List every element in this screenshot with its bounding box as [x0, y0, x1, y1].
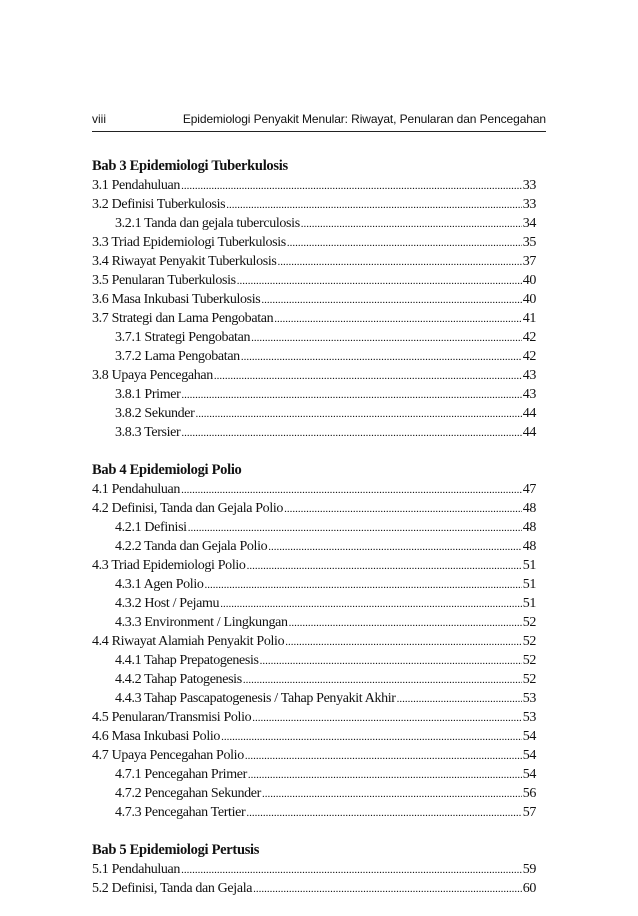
- toc-entry[interactable]: [92, 480, 536, 499]
- dot-leader: [261, 290, 521, 310]
- toc-entry-page: 48: [522, 501, 536, 516]
- dot-leader: [181, 176, 522, 196]
- toc-entry[interactable]: [92, 784, 536, 803]
- toc-entry-label: 4.7 Upaya Pencegahan Polio: [92, 748, 244, 763]
- toc-entry-label: 4.4.2 Tahap Patogenesis: [115, 672, 242, 687]
- toc-entry[interactable]: [92, 556, 536, 575]
- dot-leader: [268, 537, 521, 557]
- toc-entry-page: 37: [522, 254, 536, 269]
- dot-leader: [251, 328, 522, 348]
- toc-entry[interactable]: [92, 689, 536, 708]
- toc-entry[interactable]: [92, 708, 536, 727]
- toc-entry-label: 5.1 Pendahuluan: [92, 862, 181, 877]
- toc-entry-page: 34: [522, 216, 536, 231]
- toc-entry-label: 4.2.1 Definisi: [115, 520, 187, 535]
- dot-leader: [260, 651, 522, 671]
- dot-leader: [277, 252, 521, 272]
- toc-entry[interactable]: [92, 214, 536, 233]
- toc-entry[interactable]: [92, 271, 536, 290]
- toc-entry-label: 3.8.1 Primer: [115, 387, 181, 402]
- dot-leader: [237, 271, 522, 291]
- dot-leader: [301, 214, 522, 234]
- toc-entry-label: 4.6 Masa Inkubasi Polio: [92, 729, 221, 744]
- toc-entry-page: 57: [522, 805, 536, 820]
- toc-entry-label: 3.8.3 Tersier: [115, 425, 181, 440]
- dot-leader: [181, 860, 522, 880]
- toc-entry-page: 52: [522, 672, 536, 687]
- toc-entry-page: 47: [522, 482, 536, 497]
- toc-entry-label: 4.7.2 Pencegahan Sekunder: [115, 786, 261, 801]
- dot-leader: [221, 727, 522, 747]
- toc-entry-label: 3.3 Triad Epidemiologi Tuberkulosis: [92, 235, 286, 250]
- dot-leader: [262, 784, 522, 804]
- dot-leader: [241, 347, 522, 367]
- toc-entry[interactable]: [92, 195, 536, 214]
- dot-leader: [287, 233, 522, 253]
- toc-entry-page: 33: [522, 197, 536, 212]
- toc-entry[interactable]: [92, 385, 536, 404]
- toc-entry-page: 52: [522, 634, 536, 649]
- toc-entry-page: 54: [522, 729, 536, 744]
- toc-entry-page: 42: [522, 349, 536, 364]
- toc-entry[interactable]: [92, 309, 536, 328]
- toc-chapter: [92, 156, 536, 442]
- book-title: Epidemiologi Penyakit Menular: Riwayat, Penularan dan Pencegahan: [182, 112, 546, 126]
- toc-entry-label: 4.3.1 Agen Polio: [115, 577, 204, 592]
- dot-leader: [274, 309, 521, 329]
- page-header: [92, 111, 546, 132]
- toc-entry[interactable]: [92, 366, 536, 385]
- toc-entry-label: 3.5 Penularan Tuberkulosis: [92, 273, 236, 288]
- toc-entry-page: 52: [522, 615, 536, 630]
- dot-leader: [397, 689, 522, 709]
- toc-entry-page: 59: [522, 862, 536, 877]
- toc-entry-label: 4.3.2 Host / Pejamu: [115, 596, 220, 611]
- dot-leader: [214, 366, 522, 386]
- dot-leader: [226, 195, 521, 215]
- toc-entry-label: 3.4 Riwayat Penyakit Tuberkulosis: [92, 254, 277, 269]
- toc-entry-page: 52: [522, 653, 536, 668]
- toc-entry-page: 33: [522, 178, 536, 193]
- toc-entry[interactable]: [92, 537, 536, 556]
- dot-leader: [188, 518, 522, 538]
- toc-entry-page: 40: [522, 292, 536, 307]
- dot-leader: [289, 613, 522, 633]
- toc-entry[interactable]: [92, 518, 536, 537]
- toc-entry[interactable]: [92, 879, 536, 898]
- toc-entry[interactable]: [92, 499, 536, 518]
- toc-chapter: [92, 840, 536, 898]
- toc-entry[interactable]: [92, 651, 536, 670]
- toc-entry-page: 43: [522, 387, 536, 402]
- dot-leader: [243, 670, 522, 690]
- toc-entry[interactable]: [92, 613, 536, 632]
- page-number: viii: [92, 112, 106, 126]
- toc-entry-label: 3.7.1 Strategi Pengobatan: [115, 330, 251, 345]
- toc-entry-page: 53: [522, 691, 536, 706]
- toc-entry[interactable]: [92, 803, 536, 822]
- table-of-contents: [92, 156, 536, 916]
- toc-entry-page: 42: [522, 330, 536, 345]
- toc-entry-label: 4.7.1 Pencegahan Primer: [115, 767, 247, 782]
- toc-entry-label: 3.8.2 Sekunder: [115, 406, 195, 421]
- toc-entry[interactable]: [92, 632, 536, 651]
- toc-entry-page: 43: [522, 368, 536, 383]
- chapter-title: Bab 5 Epidemiologi Pertusis: [92, 842, 260, 858]
- toc-entry-page: 60: [522, 881, 536, 896]
- toc-entry-label: 3.2 Definisi Tuberkulosis: [92, 197, 226, 212]
- toc-entry[interactable]: [92, 670, 536, 689]
- toc-entry-label: 3.7 Strategi dan Lama Pengobatan: [92, 311, 274, 326]
- toc-entry-page: 48: [522, 539, 536, 554]
- chapter-title: Bab 4 Epidemiologi Polio: [92, 462, 242, 478]
- toc-entry[interactable]: [92, 252, 536, 271]
- toc-entry-label: 4.4.1 Tahap Prepatogenesis: [115, 653, 259, 668]
- toc-entry-label: 3.6 Masa Inkubasi Tuberkulosis: [92, 292, 261, 307]
- toc-entry-label: 4.3.3 Environment / Lingkungan: [115, 615, 288, 630]
- chapter-title: Bab 3 Epidemiologi Tuberkulosis: [92, 158, 288, 174]
- toc-entry-page: 54: [522, 748, 536, 763]
- dot-leader: [284, 499, 522, 519]
- toc-entry-label: 4.4 Riwayat Alamiah Penyakit Polio: [92, 634, 285, 649]
- dot-leader: [247, 556, 522, 576]
- toc-chapter: [92, 460, 536, 822]
- dot-leader: [195, 404, 521, 424]
- toc-entry-page: 44: [522, 406, 536, 421]
- toc-entry-page: 40: [522, 273, 536, 288]
- toc-entry[interactable]: [92, 860, 536, 879]
- toc-entry[interactable]: [92, 765, 536, 784]
- toc-entry[interactable]: [92, 347, 536, 366]
- toc-entry[interactable]: [92, 176, 536, 195]
- toc-entry-page: 51: [522, 558, 536, 573]
- toc-entry-page: 41: [522, 311, 536, 326]
- toc-entry-page: 54: [522, 767, 536, 782]
- toc-entry-page: 53: [522, 710, 536, 725]
- toc-entry-label: 4.2.2 Tanda dan Gejala Polio: [115, 539, 268, 554]
- dot-leader: [205, 575, 522, 595]
- toc-entry-page: 48: [522, 520, 536, 535]
- toc-entry-page: 56: [522, 786, 536, 801]
- toc-entry[interactable]: [92, 575, 536, 594]
- toc-entry-label: 5.2 Definisi, Tanda dan Gejala: [92, 881, 253, 896]
- toc-entry[interactable]: [92, 423, 536, 442]
- dot-leader: [181, 385, 521, 405]
- toc-entry-label: 3.2.1 Tanda dan gejala tuberculosis: [115, 216, 300, 231]
- toc-entry-label: 4.1 Pendahuluan: [92, 482, 181, 497]
- toc-entry-label: 4.5 Penularan/Transmisi Polio: [92, 710, 252, 725]
- toc-entry[interactable]: [92, 727, 536, 746]
- dot-leader: [253, 879, 522, 899]
- toc-entry[interactable]: [92, 404, 536, 423]
- toc-entry-label: 4.4.3 Tahap Pascapatogenesis / Tahap Penyakit Akhir: [115, 691, 396, 706]
- toc-entry[interactable]: [92, 290, 536, 309]
- dot-leader: [246, 803, 521, 823]
- toc-entry-label: 4.2 Definisi, Tanda dan Gejala Polio: [92, 501, 284, 516]
- toc-entry-label: 3.1 Pendahuluan: [92, 178, 181, 193]
- toc-entry[interactable]: [92, 233, 536, 252]
- toc-entry[interactable]: [92, 594, 536, 613]
- toc-entry[interactable]: [92, 746, 536, 765]
- dot-leader: [245, 746, 522, 766]
- toc-entry-page: 51: [522, 577, 536, 592]
- toc-entry[interactable]: [92, 328, 536, 347]
- dot-leader: [252, 708, 521, 728]
- dot-leader: [181, 480, 522, 500]
- toc-entry-label: 3.8 Upaya Pencegahan: [92, 368, 213, 383]
- dot-leader: [285, 632, 521, 652]
- toc-entry-page: 51: [522, 596, 536, 611]
- toc-entry-label: 3.7.2 Lama Pengobatan: [115, 349, 240, 364]
- toc-entry-label: 4.7.3 Pencegahan Tertier: [115, 805, 246, 820]
- toc-entry-page: 44: [522, 425, 536, 440]
- toc-entry-page: 35: [522, 235, 536, 250]
- toc-entry-label: 4.3 Triad Epidemiologi Polio: [92, 558, 246, 573]
- dot-leader: [248, 765, 522, 785]
- dot-leader: [181, 423, 521, 443]
- dot-leader: [220, 594, 522, 614]
